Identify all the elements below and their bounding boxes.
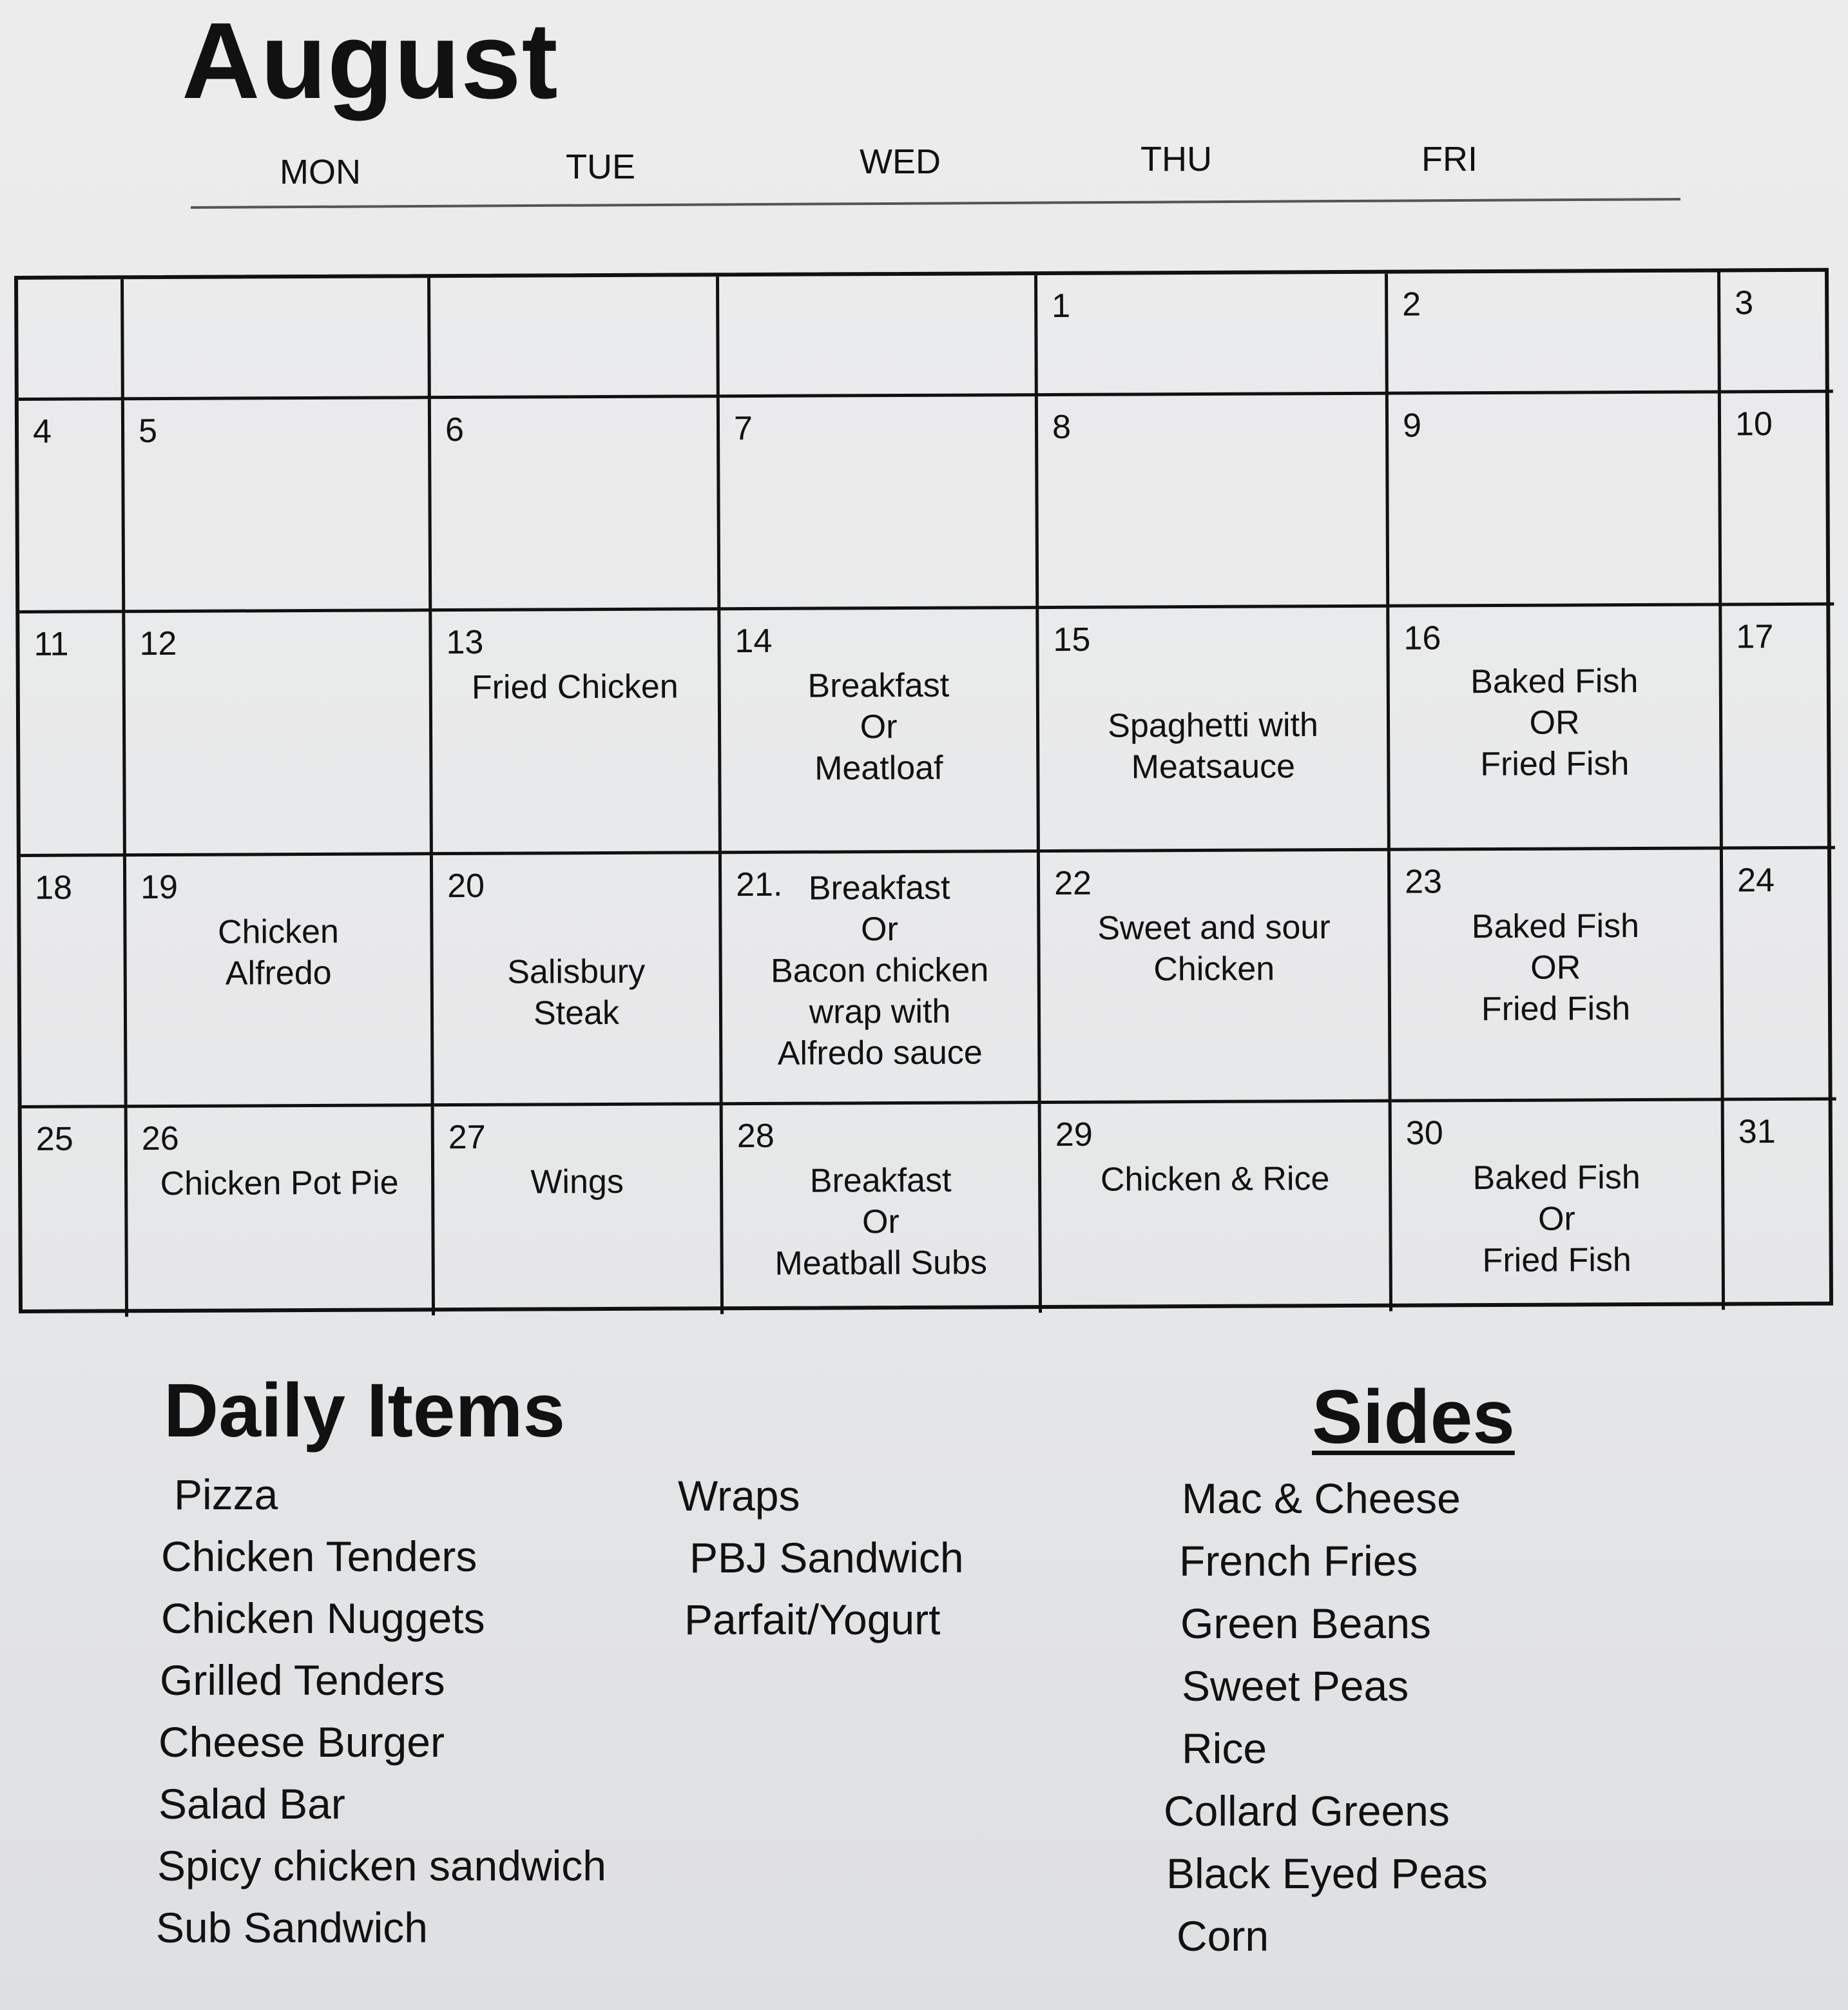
- list-item: Rice: [1182, 1725, 1267, 1772]
- menu-entry: Chicken & Rice: [1100, 1160, 1330, 1199]
- calendar-cell: [432, 610, 722, 855]
- day-number: 5: [138, 412, 158, 450]
- list-item: Pizza: [174, 1471, 278, 1518]
- day-number: 25: [35, 1120, 73, 1158]
- day-number: 24: [1737, 862, 1775, 900]
- list-item: Sweet Peas: [1182, 1662, 1409, 1710]
- list-item: Chicken Tenders: [161, 1532, 477, 1580]
- menu-entry: Baked Fish OR Fried Fish: [1470, 662, 1639, 784]
- calendar-cell: [124, 399, 432, 613]
- menu-entry: Wings: [530, 1163, 624, 1201]
- day-number: 28: [736, 1117, 775, 1155]
- weekday-fri: FRI: [1421, 140, 1477, 179]
- calendar-cell: [1037, 274, 1389, 396]
- day-number: 23: [1404, 863, 1443, 901]
- calendar-cell: [125, 612, 433, 856]
- weekday-tue: TUE: [566, 148, 635, 186]
- calendar-cell: [124, 278, 431, 400]
- calendar-cell: [719, 275, 1038, 398]
- calendar-grid: [14, 268, 1833, 1313]
- day-number: 21.: [736, 865, 783, 904]
- day-number: 19: [140, 868, 178, 907]
- calendar-cell: [720, 396, 1039, 610]
- calendar-cell: [1392, 1101, 1725, 1311]
- menu-entry: Breakfast Or Meatloaf: [807, 666, 950, 788]
- calendar-cell: [1722, 606, 1835, 850]
- day-number: 18: [35, 869, 73, 907]
- day-number: 12: [139, 624, 177, 663]
- calendar-cell: [126, 855, 434, 1108]
- month-title: August: [182, 0, 559, 121]
- calendar-cell: [431, 398, 720, 612]
- calendar-cell: [430, 276, 720, 399]
- calendar-cell: [19, 613, 126, 857]
- list-item: Parfait/Yogurt: [684, 1596, 941, 1643]
- list-item: Green Beans: [1180, 1599, 1431, 1647]
- calendar-cell: [1040, 851, 1392, 1104]
- calendar-cell: [1388, 272, 1721, 394]
- calendar-cell: [720, 609, 1040, 854]
- menu-entry: Baked Fish Or Fried Fish: [1472, 1159, 1641, 1280]
- list-item: PBJ Sandwich: [689, 1534, 964, 1581]
- calendar-cell: [722, 853, 1041, 1105]
- day-number: 30: [1405, 1114, 1443, 1152]
- day-number: 16: [1403, 619, 1441, 657]
- list-item: Black Eyed Peas: [1166, 1850, 1488, 1897]
- calendar-cell: [1391, 849, 1724, 1102]
- day-number: 13: [446, 623, 484, 662]
- menu-entry: Breakfast Or Bacon chicken wrap with Alfredo sauce: [770, 869, 989, 1072]
- list-item: Mac & Cheese: [1182, 1474, 1461, 1522]
- day-number: 14: [735, 622, 773, 661]
- calendar-cell: [1389, 606, 1723, 851]
- calendar-cell: [21, 856, 128, 1108]
- list-item: Spicy chicken sandwich: [157, 1842, 606, 1889]
- day-number: 10: [1735, 405, 1773, 443]
- weekday-mon: MON: [280, 153, 361, 191]
- list-item: Corn: [1177, 1912, 1269, 1960]
- calendar-cell: [1724, 1101, 1837, 1310]
- weekday-wed: WED: [860, 142, 941, 181]
- day-number: 4: [32, 412, 52, 450]
- daily-items-title: Daily Items: [164, 1368, 566, 1453]
- calendar-cell: [1039, 608, 1391, 853]
- day-number: 2: [1402, 285, 1421, 324]
- list-item: Wraps: [678, 1472, 800, 1520]
- day-number: 9: [1402, 407, 1422, 445]
- calendar-cell: [434, 1105, 724, 1315]
- day-number: 31: [1738, 1113, 1776, 1151]
- day-number: 22: [1054, 864, 1092, 902]
- menu-entry: Baked Fish OR Fried Fish: [1471, 907, 1640, 1029]
- day-number: 27: [448, 1118, 486, 1157]
- calendar-cell: [18, 279, 124, 401]
- calendar-cell: [1041, 1103, 1392, 1313]
- day-number: 29: [1055, 1116, 1093, 1154]
- day-number: 20: [447, 867, 485, 905]
- calendar-cell: [22, 1108, 128, 1317]
- day-number: 15: [1053, 621, 1091, 659]
- list-item: Grilled Tenders: [160, 1656, 445, 1704]
- day-number: 3: [1735, 284, 1754, 322]
- day-number: 11: [34, 625, 69, 663]
- calendar-cell: [1720, 272, 1833, 394]
- day-number: 26: [141, 1119, 179, 1158]
- day-number: 6: [445, 411, 465, 449]
- list-item: French Fries: [1179, 1537, 1418, 1585]
- calendar-cell: [1723, 849, 1836, 1101]
- calendar-cell: [723, 1104, 1042, 1314]
- list-item: Collard Greens: [1164, 1787, 1450, 1835]
- list-item: Sub Sandwich: [156, 1904, 428, 1951]
- calendar-cell: [433, 854, 723, 1106]
- list-item: Chicken Nuggets: [161, 1594, 485, 1642]
- weekday-divider: [191, 198, 1680, 209]
- day-number: 17: [1736, 618, 1774, 656]
- calendar-cell: [128, 1106, 435, 1317]
- list-item: Cheese Burger: [159, 1718, 445, 1766]
- menu-entry: Sweet and sour Chicken: [1097, 909, 1331, 989]
- weekday-thu: THU: [1141, 140, 1212, 179]
- weekday-header: [0, 135, 1848, 191]
- menu-entry: Salisbury Steak: [507, 952, 646, 1032]
- list-item: Salad Bar: [159, 1780, 345, 1828]
- day-number: 1: [1052, 287, 1071, 325]
- sides-title: Sides: [1312, 1375, 1515, 1460]
- calendar-cell: [1389, 393, 1722, 607]
- menu-entry: Breakfast Or Meatball Subs: [775, 1161, 988, 1282]
- calendar-cell: [19, 400, 125, 614]
- menu-entry: Fried Chicken: [471, 668, 679, 706]
- calendar-cell: [1038, 395, 1389, 609]
- menu-entry: Chicken Alfredo: [217, 913, 340, 992]
- day-number: 8: [1052, 408, 1072, 446]
- day-number: 7: [733, 410, 753, 448]
- calendar-cell: [1721, 393, 1834, 606]
- menu-entry: Spaghetti with Meatsauce: [1108, 706, 1319, 786]
- menu-entry: Chicken Pot Pie: [160, 1164, 399, 1203]
